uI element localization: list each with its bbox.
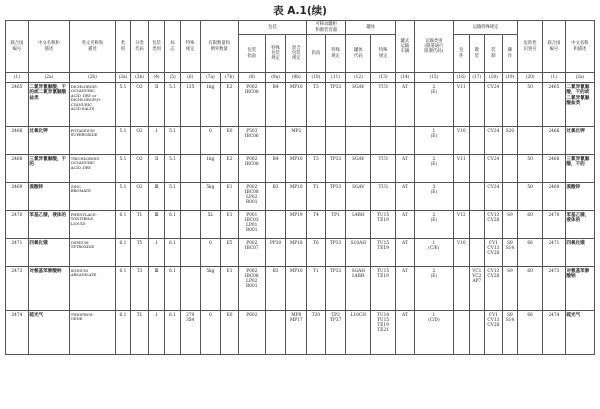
column-number-row	[6, 73, 595, 83]
tank-vehicle-cell: AT	[396, 211, 415, 239]
packing-instruction-cell: P002 IBC08 LP02 R001	[238, 183, 265, 211]
transport-bulk-cell	[469, 155, 485, 183]
un-number-repeat-cell: 2466	[543, 127, 566, 155]
transport-category-cell: 1 (C/D)	[414, 311, 453, 355]
mixed-packing-cell: MP18	[286, 239, 307, 267]
tank-special-2-cell: TU14 TU15 TE19 TE21	[371, 311, 396, 355]
label-cell: 6.1	[165, 311, 181, 355]
column-number-cell: (18)	[485, 73, 503, 83]
mixed-packing-cell: MP10	[286, 83, 307, 127]
un-number-cell: 2470	[6, 211, 29, 239]
class-cell: 6.1	[115, 211, 131, 239]
column-number-cell: (2a)	[28, 73, 69, 83]
hazard-id-cell: 66	[518, 239, 543, 267]
table-row	[6, 211, 595, 239]
un-number-repeat-cell: 2468	[543, 155, 566, 183]
special-packing-cell: PP30	[265, 239, 286, 267]
excepted-quantity-cell: E1	[221, 183, 239, 211]
label-cell: 5.1	[165, 83, 181, 127]
dangerous-goods-table	[5, 20, 595, 355]
hazard-id-cell: 66	[518, 311, 543, 355]
mixed-packing-cell: MP10	[286, 155, 307, 183]
limited-quantity-cell: 0	[200, 127, 221, 155]
limited-quantity-cell: 5kg	[200, 267, 221, 311]
un-number-repeat-cell: 2470	[543, 211, 566, 239]
limited-quantity-cell: 5L	[200, 211, 221, 239]
packing-instruction-cell: P002 IBC07	[238, 239, 265, 267]
special-packing-cell: B4	[265, 155, 286, 183]
hazard-id-cell: 60	[518, 267, 543, 311]
tank-code-cell: S10AH	[346, 239, 371, 267]
tank-instruction-cell: T20	[307, 311, 326, 355]
special-provisions-cell	[180, 267, 200, 311]
column-number-cell: (19)	[502, 73, 518, 83]
chinese-name-repeat-cell: 过氧化钾	[565, 127, 594, 155]
column-number-cell: (14)	[396, 73, 415, 83]
tank-vehicle-cell: AT	[396, 239, 415, 267]
transport-packages-cell: V11	[454, 155, 470, 183]
class-code-cell: O2	[131, 183, 149, 211]
english-name-cell: DICHLOROIS- OCYANURIC ACID, DRY or DICHLOROISO- CYANURIC ACID SALTS	[70, 83, 116, 127]
table-row	[6, 183, 595, 211]
chinese-name-repeat-cell: 硫光气	[565, 311, 594, 355]
transport-operation-cell	[502, 183, 518, 211]
tank-special-cell: TP1	[325, 211, 346, 239]
special-packing-cell: B3	[265, 183, 286, 211]
header-tank-code: 罐体 代码	[346, 35, 371, 73]
column-number-cell: (7a)	[200, 73, 221, 83]
tank-vehicle-cell: AT	[396, 155, 415, 183]
header-chinese-name-repeat: 中文名称 和描述	[565, 21, 594, 73]
header-packing-group: 包装 类别	[148, 21, 165, 73]
excepted-quantity-cell: E5	[221, 239, 239, 267]
un-number-cell: 2474	[6, 311, 29, 355]
packing-instruction-cell: P002 IBC08	[238, 83, 265, 127]
tank-code-cell	[346, 127, 371, 155]
tank-code-cell: SGAV	[346, 183, 371, 211]
class-code-cell: T5	[131, 239, 149, 267]
tank-vehicle-cell: AT	[396, 267, 415, 311]
transport-packages-cell: V11	[454, 83, 470, 127]
header-transport-packages: 包 件	[454, 35, 470, 73]
transport-packages-cell	[454, 311, 470, 355]
tank-instruction-cell: T1	[307, 183, 326, 211]
english-name-cell: THIOPHOS- GENE	[70, 311, 116, 355]
special-provisions-cell	[180, 127, 200, 155]
tank-special-2-cell: TU3	[371, 183, 396, 211]
mixed-packing-cell: MP2	[286, 127, 307, 155]
header-special-provisions: 特殊 规定	[180, 21, 200, 73]
class-cell: 6.1	[115, 311, 131, 355]
hazard-id-cell: 50	[518, 183, 543, 211]
transport-bulk-cell	[469, 183, 485, 211]
tank-special-2-cell: TU3	[371, 155, 396, 183]
excepted-quantity-cell: E2	[221, 155, 239, 183]
un-number-repeat-cell: 2474	[543, 311, 566, 355]
transport-packages-cell: V12	[454, 211, 470, 239]
packing-instruction-cell: P503 IBC06	[238, 127, 265, 155]
chinese-name-repeat-cell: 苯基乙腈，液体的	[565, 211, 594, 239]
tank-instruction-cell: T3	[307, 83, 326, 127]
limited-quantity-cell: 0	[200, 311, 221, 355]
column-number-cell: (13)	[371, 73, 396, 83]
hazard-id-cell: 60	[518, 211, 543, 239]
column-number-cell: (20)	[518, 73, 543, 83]
packing-group-cell: Ⅰ	[148, 127, 165, 155]
tank-instruction-cell: T1	[307, 267, 326, 311]
packing-group-cell: Ⅲ	[148, 211, 165, 239]
special-provisions-cell	[180, 155, 200, 183]
column-number-cell: (15)	[414, 73, 453, 83]
class-code-cell: O2	[131, 127, 149, 155]
transport-bulk-cell	[469, 211, 485, 239]
class-cell: 5.1	[115, 127, 131, 155]
tank-special-cell	[325, 127, 346, 155]
transport-loading-cell: CV24	[485, 183, 503, 211]
excepted-quantity-cell: E0	[221, 311, 239, 355]
transport-bulk-cell: VC1 VC2 AP7	[469, 267, 485, 311]
mixed-packing-cell: MP10	[286, 267, 307, 311]
header-label: 标 志	[165, 21, 181, 73]
column-number-cell: (9b)	[286, 73, 307, 83]
transport-packages-cell: V10	[454, 239, 470, 267]
header-class-code: 分类 代码	[131, 21, 149, 73]
tank-instruction-cell	[307, 127, 326, 155]
transport-packages-cell	[454, 183, 470, 211]
label-cell: 6.1	[165, 267, 181, 311]
header-special-packing: 特殊 包装 规定	[265, 35, 286, 73]
header-un-number-repeat: 联合国 编号	[543, 21, 566, 73]
class-code-cell: T1	[131, 211, 149, 239]
table-row	[6, 83, 595, 127]
header-hazard-id-number: 危险性 识别号	[518, 21, 543, 73]
header-class: 类 别	[115, 21, 131, 73]
transport-loading-cell: CV24	[485, 155, 503, 183]
transport-category-cell: 3 (E)	[414, 183, 453, 211]
special-provisions-cell: 279 354	[180, 311, 200, 355]
special-provisions-cell	[180, 183, 200, 211]
header-transport-category: 运输类别 (隧道通行 限制代码)	[414, 21, 453, 73]
chinese-name-cell: 溴酸锌	[28, 183, 69, 211]
tank-special-2-cell: TU3	[371, 83, 396, 127]
un-number-repeat-cell: 2473	[543, 267, 566, 311]
tank-special-2-cell: TU15 TE19	[371, 239, 396, 267]
english-name-cell: OSMIUM TETROXIDE	[70, 239, 116, 267]
column-number-cell: (8)	[238, 73, 265, 83]
column-number-cell: (4)	[148, 73, 165, 83]
english-name-cell: POTASSIUM SUPEROXIDE	[70, 127, 116, 155]
tank-special-cell: TP2 TP37	[325, 311, 346, 355]
special-packing-cell	[265, 311, 286, 355]
limited-quantity-cell: 5kg	[200, 183, 221, 211]
column-number-cell: (11)	[325, 73, 346, 83]
table-row	[6, 127, 595, 155]
un-number-cell: 2465	[6, 83, 29, 127]
transport-loading-cell: CV13 CV28	[485, 211, 503, 239]
transport-operation-cell: S9	[502, 267, 518, 311]
english-name-cell: TRICHLOROIS- OCYANURIC ACID, DRY	[70, 155, 116, 183]
special-packing-cell: B4	[265, 83, 286, 127]
tank-code-cell: SGAV	[346, 155, 371, 183]
transport-category-cell: 2 (E)	[414, 155, 453, 183]
column-number-cell: (6)	[180, 73, 200, 83]
label-cell: 6.1	[165, 239, 181, 267]
tank-code-cell: SGAV	[346, 83, 371, 127]
tank-vehicle-cell: AT	[396, 183, 415, 211]
transport-operation-cell	[502, 155, 518, 183]
header-english-name: 英文名称和 描述	[70, 21, 116, 73]
label-cell: 5.1	[165, 183, 181, 211]
tank-instruction-cell: T3	[307, 155, 326, 183]
table-row	[6, 239, 595, 267]
class-cell: 6.1	[115, 239, 131, 267]
un-number-cell: 2473	[6, 267, 29, 311]
transport-category-cell: 2 (E)	[414, 211, 453, 239]
header-packaging-group: 包装	[238, 21, 306, 35]
table-row	[6, 311, 595, 355]
mixed-packing-cell: MP8 MP17	[286, 311, 307, 355]
chinese-name-cell: 四氧化锇	[28, 239, 69, 267]
limited-quantity-cell: 1kg	[200, 83, 221, 127]
table-body	[6, 83, 595, 355]
special-packing-cell	[265, 127, 286, 155]
label-cell: 5.1	[165, 155, 181, 183]
header-transport-special-group: 运输特殊规定	[454, 21, 518, 35]
transport-bulk-cell	[469, 83, 485, 127]
chinese-name-repeat-cell: 四氧化锇	[565, 239, 594, 267]
column-number-cell: (2a)	[565, 73, 594, 83]
column-number-cell: (12)	[346, 73, 371, 83]
special-provisions-cell: 135	[180, 83, 200, 127]
transport-category-cell: 2 (E)	[414, 267, 453, 311]
packing-group-cell: Ⅱ	[148, 155, 165, 183]
header-transport-bulk: 散 装	[469, 35, 485, 73]
class-cell: 5.1	[115, 83, 131, 127]
column-number-cell: (1)	[543, 73, 566, 83]
transport-bulk-cell	[469, 127, 485, 155]
mixed-packing-cell: MP19	[286, 211, 307, 239]
un-number-repeat-cell: 2465	[543, 83, 566, 127]
tank-code-cell: L10CH	[346, 311, 371, 355]
packing-instruction-cell: P602	[238, 311, 265, 355]
limited-quantity-cell: 0	[200, 239, 221, 267]
transport-bulk-cell	[469, 311, 485, 355]
header-transport-operation: 操 作	[502, 35, 518, 73]
excepted-quantity-cell: E1	[221, 211, 239, 239]
header-tanks-group: 罐体	[346, 21, 396, 35]
transport-category-cell: 1 (E)	[414, 127, 453, 155]
header-un-number: 联合国 编号	[6, 21, 29, 73]
chinese-name-cell: 过氧化钾	[28, 127, 69, 155]
excepted-quantity-cell: E2	[221, 83, 239, 127]
column-number-cell: (3a)	[115, 73, 131, 83]
excepted-quantity-cell: E1	[221, 267, 239, 311]
column-number-cell: (17)	[469, 73, 485, 83]
special-provisions-cell	[180, 239, 200, 267]
un-number-cell: 2471	[6, 239, 29, 267]
tank-special-2-cell: TU15 TE19	[371, 211, 396, 239]
tank-special-cell: TP33	[325, 183, 346, 211]
tank-special-2-cell	[371, 127, 396, 155]
tank-instruction-cell: T6	[307, 239, 326, 267]
header-tank-vehicle: 罐式 运输 车辆	[396, 21, 415, 73]
tank-code-cell: L4BH	[346, 211, 371, 239]
mixed-packing-cell: MP10	[286, 183, 307, 211]
packing-group-cell: Ⅱ	[148, 83, 165, 127]
class-cell: 5.1	[115, 183, 131, 211]
chinese-name-cell: 对氨基苯胂酸钠	[28, 267, 69, 311]
transport-packages-cell: V10	[454, 127, 470, 155]
special-packing-cell	[265, 211, 286, 239]
un-number-repeat-cell: 2469	[543, 183, 566, 211]
header-tank-special-2: 特殊 规定	[371, 35, 396, 73]
column-number-cell: (2b)	[70, 73, 116, 83]
transport-operation-cell	[502, 83, 518, 127]
hazard-id-cell: 50	[518, 155, 543, 183]
table-row	[6, 267, 595, 311]
header-transport-loading: 装 卸	[485, 35, 503, 73]
chinese-name-repeat-cell: 溴酸锌	[565, 183, 594, 211]
hazard-id-cell: 50	[518, 83, 543, 127]
tank-special-cell: TP33	[325, 239, 346, 267]
transport-category-cell: 1 (C/E)	[414, 239, 453, 267]
un-number-cell: 2469	[6, 183, 29, 211]
class-code-cell: T1	[131, 311, 149, 355]
column-number-cell: (3b)	[131, 73, 149, 83]
class-cell: 6.1	[115, 267, 131, 311]
packing-group-cell: Ⅰ	[148, 311, 165, 355]
un-number-cell: 2466	[6, 127, 29, 155]
chinese-name-cell: 苯基乙腈，液体的	[28, 211, 69, 239]
label-cell: 5.1	[165, 127, 181, 155]
header-portable-tanks-group: 可移动罐柜 和散装容器	[307, 21, 346, 35]
chinese-name-cell: 硫光气	[28, 311, 69, 355]
transport-loading-cell: CV13 CV28	[485, 267, 503, 311]
transport-loading-cell: CV24	[485, 127, 503, 155]
un-number-repeat-cell: 2471	[543, 239, 566, 267]
column-number-cell: (10)	[307, 73, 326, 83]
header-tank-instructions: 指南	[307, 35, 326, 73]
tank-instruction-cell: T4	[307, 211, 326, 239]
tank-special-2-cell: TU15 TE19	[371, 267, 396, 311]
header-mixed-packing: 混合 包装 规定	[286, 35, 307, 73]
special-provisions-cell	[180, 211, 200, 239]
packing-group-cell: Ⅰ	[148, 239, 165, 267]
tank-special-cell: TP33	[325, 83, 346, 127]
un-number-cell: 2468	[6, 155, 29, 183]
transport-loading-cell: CV1 CV13 CV28	[485, 239, 503, 267]
tank-vehicle-cell	[396, 127, 415, 155]
transport-operation-cell: S9	[502, 211, 518, 239]
page-title: 表 A.1(续)	[273, 5, 327, 17]
english-name-cell: PHENYLACE- TONITRILE, LIQUID	[70, 211, 116, 239]
tank-special-cell: TP33	[325, 267, 346, 311]
table-row	[6, 155, 595, 183]
chinese-name-repeat-cell: 二氯异氰脲酸，干的或二氯异氰脲酸盐类	[565, 83, 594, 127]
column-number-cell: (1)	[6, 73, 29, 83]
transport-bulk-cell	[469, 239, 485, 267]
header-limited-quantities: 有限数量和 例外数量	[200, 21, 238, 73]
chinese-name-repeat-cell: 对氨基苯胂酸钠	[565, 267, 594, 311]
transport-loading-cell: CV1 CV13 CV28	[485, 311, 503, 355]
class-code-cell: O2	[131, 155, 149, 183]
packing-instruction-cell: P002 IBC08	[238, 155, 265, 183]
tank-vehicle-cell: AT	[396, 83, 415, 127]
column-number-cell: (16)	[454, 73, 470, 83]
transport-category-cell: 2 (E)	[414, 83, 453, 127]
class-code-cell: O2	[131, 83, 149, 127]
header-packing-instructions: 包装 指南	[238, 35, 265, 73]
packing-instruction-cell: P002 IBC08 LP02 R001	[238, 267, 265, 311]
label-cell: 6.1	[165, 211, 181, 239]
transport-loading-cell: CV24	[485, 83, 503, 127]
chinese-name-cell: 二氯异氰脲酸，干的或二氯异氰脲酸盐类	[28, 83, 69, 127]
english-name-cell: ZINC BROMATE	[70, 183, 116, 211]
packing-group-cell: Ⅲ	[148, 183, 165, 211]
transport-operation-cell: S9 S14	[502, 311, 518, 355]
transport-operation-cell: S9 S14	[502, 239, 518, 267]
special-packing-cell: B3	[265, 267, 286, 311]
tank-code-cell: SGAH L4BH	[346, 267, 371, 311]
header-tank-special: 特殊 规定	[325, 35, 346, 73]
column-number-cell: (9a)	[265, 73, 286, 83]
limited-quantity-cell: 1kg	[200, 155, 221, 183]
class-cell: 5.1	[115, 155, 131, 183]
column-number-cell: (5)	[165, 73, 181, 83]
excepted-quantity-cell: E0	[221, 127, 239, 155]
packing-group-cell: Ⅲ	[148, 267, 165, 311]
tank-vehicle-cell: AT	[396, 311, 415, 355]
transport-operation-cell: S20	[502, 127, 518, 155]
transport-packages-cell	[454, 267, 470, 311]
chinese-name-repeat-cell: 三氯异氰脲酸，干的	[565, 155, 594, 183]
column-number-cell: (7b)	[221, 73, 239, 83]
tank-special-cell: TP33	[325, 155, 346, 183]
packing-instruction-cell: P001 IBC03 LP01 R001	[238, 211, 265, 239]
header-chinese-name: 中文名称和 描述	[28, 21, 69, 73]
chinese-name-cell: 三氯异氰脲酸，干的	[28, 155, 69, 183]
class-code-cell: T3	[131, 267, 149, 311]
hazard-id-cell	[518, 127, 543, 155]
english-name-cell: SODIUM ARSANILATE	[70, 267, 116, 311]
